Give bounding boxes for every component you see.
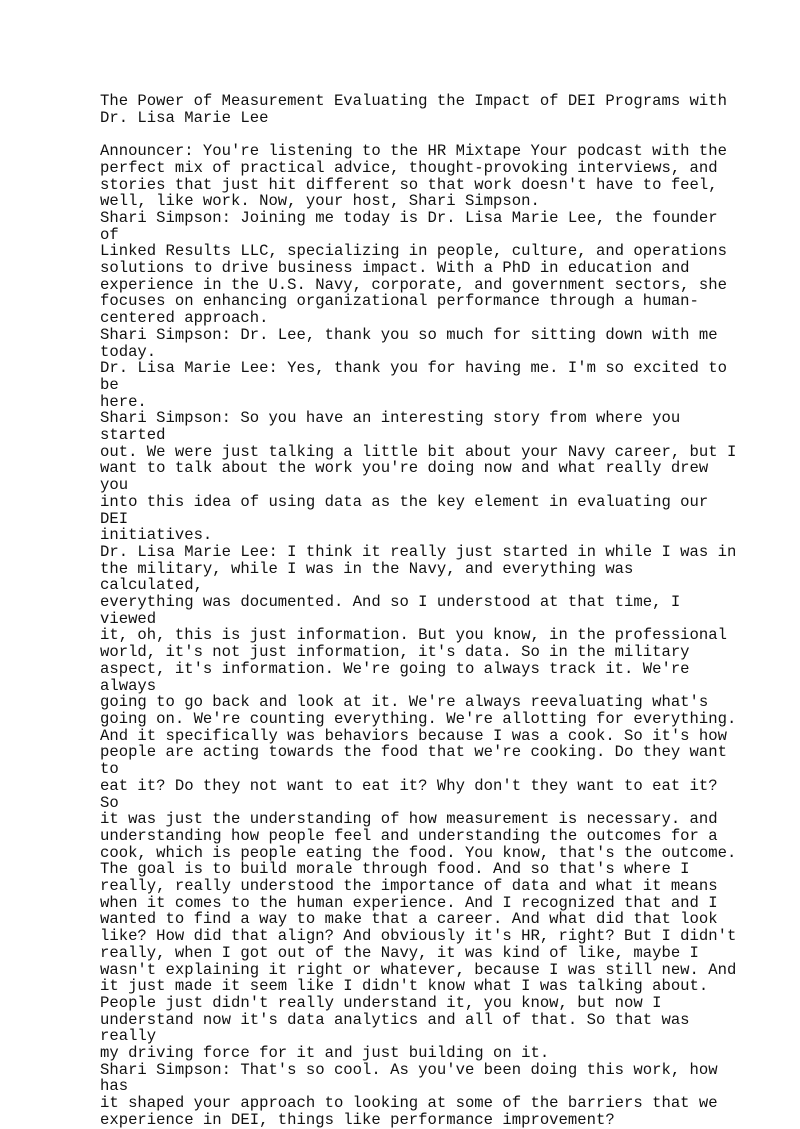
transcript-page [100,93,740,1129]
transcript-paragraph-host-question-1: Shari Simpson: So you have an interesting story from where you started out. We were just talking a little bit about your Navy career, but I want to talk about the work you're doing now and what really drew you into this idea of using data as the key element in evaluating our DEI initiatives. [100,409,737,545]
transcript-paragraph-guest-answer-1: Dr. Lisa Marie Lee: I think it really just started in while I was in the military, while I was in the Navy, and everything was calculated, everything was documented. And so I understood at that time, I viewed it, oh, this is just information. But you know, in the professional world, it's not just information, it's data. So in the military aspect, it's information. We're going to always track it. We're always going to go back and look at it. We're always reevaluating what's going on. We're counting everything. We're allotting for everything. And it specifically was behaviors because I was a cook. So it's how people are acting towards the food that we're cooking. Do they want to eat it? Do they not want to eat it? Why don't they want to eat it? So it was just the understanding of how measurement is necessary. and understanding how people feel and understanding the outcomes for a cook, which is people eating the food. You know, that's the outcome. The goal is to build morale through food. And so that's where I really, really understood the importance of data and what it means when it comes to the human experience. And I recognized that and I wanted to find a way to make that a career. And what did that look like? How did that align? And obviously it's HR, right? But I didn't really, when I got out of the Navy, it was kind of like, maybe I wasn't explaining it right or whatever, because I was still new. And it just made it seem like I didn't know what I was talking about. People just didn't really understand it, you know, but now I understand now it's data analytics and all of that. So that was really my driving force for it and just building on it. [100,542,737,1063]
transcript-paragraph-guest-thanks: Dr. Lisa Marie Lee: Yes, thank you for having me. I'm so excited to be here. [100,359,727,411]
document-title: The Power of Measurement Evaluating the Impact of DEI Programs with Dr. Lisa Marie Lee [100,92,727,127]
transcript-paragraph-announcer-intro: Announcer: You're listening to the HR Mixtape Your podcast with the perfect mix of practical advice, thought-provoking interviews, and stories that just hit different so that work doesn't have to feel, well, like work. Now, your host, Shari Simpson. [100,142,727,211]
transcript-paragraph-host-introduction: Shari Simpson: Joining me today is Dr. Lisa Marie Lee, the founder of Linked Results LLC, specializing in people, culture, and operations solutions to drive business impact. With a PhD in education and experience in the U.S. Navy, corporate, and government sectors, she focuses on enhancing organizational performance through a human- centered approach. [100,208,727,328]
transcript-paragraph-host-question-2: Shari Simpson: That's so cool. As you've been doing this work, how has it shaped your approach to looking at some of the barriers that we experience in DEI, things like performance improvement? [100,1060,718,1129]
transcript-paragraph-host-thanks: Shari Simpson: Dr. Lee, thank you so much for sitting down with me today. [100,325,718,361]
